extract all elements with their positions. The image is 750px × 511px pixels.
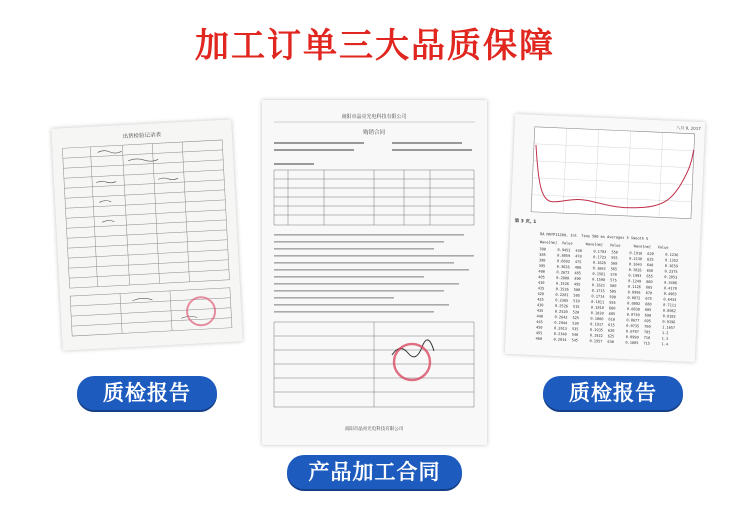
table-cell: 1.4 (661, 342, 669, 347)
table-cell: 0.1715 (591, 288, 605, 294)
table-cell: 415 (537, 286, 545, 291)
table-cell: 0.1236 (665, 252, 679, 258)
table-cell: 620 (647, 251, 654, 257)
table-cell: 1.3 (661, 336, 669, 341)
table-cell: 0.1526 (555, 281, 570, 287)
table-cell: 550 (611, 250, 618, 255)
table-cell: 510 (573, 299, 580, 304)
table-cell: 0.1810 (590, 305, 605, 311)
table-cell: 0.1957 (589, 339, 603, 344)
table-cell: 0.8182 (662, 314, 676, 319)
table-cell: 0.2008 (556, 275, 570, 281)
table-cell: 0.1561 (592, 271, 606, 277)
table-cell: 555 (611, 255, 618, 261)
table-cell: 0.2672 (556, 270, 570, 275)
table-cell: 655 (646, 274, 653, 279)
table-cell: 430 (575, 248, 582, 254)
table-cell: 650 (646, 268, 654, 273)
table-cell: 0.2365 (555, 298, 569, 303)
table-cell: 0.2613 (553, 326, 568, 331)
table-cell: 0.0872 (627, 295, 641, 301)
contract-label: 产品加工合同 (287, 455, 462, 489)
table-cell: 450 (535, 325, 543, 330)
table-cell: 0.1659 (664, 263, 678, 269)
table-cell: 420 (537, 291, 545, 297)
table-cell: 590 (609, 295, 617, 300)
contract-image-center (262, 100, 487, 445)
table-cell: 435 (536, 308, 544, 313)
table-cell: 0.9452 (557, 247, 571, 253)
table-cell: 0.1598 (592, 277, 606, 283)
table-cell: 0.0892 (627, 301, 641, 306)
table-cell: 0.1621 (591, 283, 605, 288)
table-cell: 0.0730 (626, 312, 640, 318)
table-cell: 0.1643 (628, 262, 642, 267)
table-cell: 0.0990 (625, 334, 639, 340)
table-cell: 695 (644, 319, 651, 324)
table-cell: 515 (572, 304, 580, 309)
table-cell: 660 (646, 279, 653, 285)
table-cell: 0.2526 (554, 303, 569, 309)
table-cell: 0.1922 (589, 333, 603, 338)
table-cell: 0.0735 (626, 323, 640, 329)
table-cell: 680 (645, 302, 652, 307)
table-cell: 490 (574, 276, 581, 281)
table-cell: 525 (572, 315, 580, 321)
table-cell: 640 (646, 263, 654, 268)
table-cell: 0.1993 (628, 273, 642, 279)
contract-footer: 南阳市晶亮光电科技有限公司 (344, 427, 404, 432)
inspection-report-image-left (51, 119, 242, 350)
table-cell: 605 (608, 311, 616, 317)
inspection-report-label-right: 质检报告 (543, 376, 683, 410)
table-cell: 0.6433 (663, 297, 677, 302)
table-cell: 0.0677 (626, 318, 640, 323)
table-cell: 675 (645, 296, 652, 301)
table-cell: 0.1526 (555, 287, 569, 292)
table-cell: 700 (644, 324, 651, 329)
table-cell: 0.1826 (628, 267, 642, 273)
left-doc-heading: 出货检验记录表 (122, 132, 162, 141)
table-cell: 0.0838 (626, 307, 640, 312)
table-cell: 0.2130 (629, 256, 643, 262)
table-cell: 0.2201 (555, 292, 569, 298)
table-cell: 0.8062 (662, 308, 676, 314)
table-cell: 585 (609, 289, 617, 294)
table-cell: 0.7111 (663, 303, 677, 308)
table-cell: 535 (571, 327, 579, 332)
table-cell: 595 (609, 300, 616, 305)
table-cell: 480 (574, 265, 582, 270)
table-cell: 0.1860 (590, 316, 604, 322)
table-cell: 470 (575, 254, 582, 259)
contract-title: 购销合同 (362, 130, 386, 136)
inspection-report-scan (51, 119, 242, 350)
table-cell: 0.1783 (593, 249, 607, 255)
report-caption: 第 3 页, 1 (514, 219, 537, 225)
table-cell: 0.2014 (553, 337, 567, 343)
table-cell: 0.4903 (663, 291, 677, 297)
table-cell: 540 (571, 332, 579, 337)
table-cell: 0.1811 (591, 299, 605, 305)
table-cell: 690 (644, 313, 652, 318)
table-cell: 400 (538, 269, 546, 274)
table-cell: 0.1916 (629, 251, 643, 256)
table-cell: 390 (538, 258, 546, 263)
table-header-cell: Wave[nm] (539, 240, 558, 245)
table-cell: 455 (535, 331, 543, 336)
table-cell: 0.2375 (664, 269, 678, 274)
contract-scan (262, 100, 487, 445)
table-cell: 570 (610, 272, 617, 277)
spectrum-report-scan (505, 114, 705, 362)
spectrum-chart (531, 127, 695, 219)
table-cell: 475 (574, 259, 582, 265)
table-cell: 0.1935 (589, 327, 604, 333)
table-cell: 0.3406 (664, 280, 678, 286)
table-cell: 620 (607, 328, 615, 333)
table-cell: 575 (610, 278, 617, 283)
table-cell: 385 (539, 252, 546, 258)
table-cell: 0.0787 (625, 329, 640, 334)
table-cell: 0.0995 (627, 290, 641, 295)
table-cell: 600 (608, 306, 616, 311)
table-cell: 685 (644, 307, 652, 313)
table-cell: 0.3626 (556, 264, 570, 270)
table-cell: 380 (539, 247, 547, 252)
table-cell: 630 (607, 339, 615, 345)
table-header-cell: Value (561, 241, 573, 246)
table-cell: 0.6692 (556, 259, 571, 264)
table-cell: 425 (537, 297, 544, 302)
table-cell: 0.9196 (662, 319, 676, 325)
table-cell: 670 (645, 291, 653, 296)
spectrum-report-image-right (505, 114, 705, 362)
table-cell: 0.2642 (554, 315, 568, 320)
table-cell: 545 (571, 338, 579, 343)
table-cell: 0.1917 (590, 322, 604, 327)
table-cell: 665 (645, 285, 653, 290)
page-title: 加工订单三大品质保障 (195, 26, 555, 66)
table-cell: 520 (572, 310, 580, 315)
table-cell: 0.1126 (627, 284, 641, 290)
table-cell: 0.1663 (592, 266, 606, 271)
table-cell: 495 (573, 282, 581, 287)
table-cell: 0.8859 (557, 253, 571, 259)
table-cell: 440 (536, 314, 544, 319)
table-cell: 500 (573, 287, 581, 293)
table-cell: 1.2 (661, 330, 669, 336)
table-cell: 1.1657 (662, 325, 676, 330)
table-cell: 0.2944 (554, 320, 568, 326)
table-cell: 0.1352 (664, 258, 679, 263)
table-cell: 710 (643, 335, 651, 341)
table-cell: 430 (536, 303, 544, 308)
table-cell: 565 (610, 267, 618, 272)
table-cell: 395 (538, 263, 546, 269)
table-cell: 705 (643, 330, 651, 335)
table-cell: 580 (609, 283, 617, 289)
table-cell: 0.1249 (628, 279, 642, 284)
contract-header: 南阳市晶亮光电科技有限公司 (341, 114, 407, 120)
table-cell: 560 (610, 261, 618, 266)
table-cell: 485 (574, 271, 582, 276)
table-cell: 505 (573, 293, 581, 298)
table-cell: 0.1714 (591, 294, 605, 299)
table-cell: 0.2348 (553, 331, 567, 337)
table-cell: 0.1723 (593, 255, 607, 260)
table-cell: 0.4178 (663, 286, 677, 291)
table-cell: 0.1820 (590, 311, 604, 316)
table-cell: 615 (608, 323, 615, 328)
table-cell: 625 (647, 257, 654, 262)
table-header-cell: Value (609, 243, 621, 248)
table-cell: 445 (536, 319, 543, 325)
table-cell: 460 (535, 336, 543, 341)
table-header-cell: Wave[nm] (585, 242, 604, 247)
report-date: 八月 9, 2017 (676, 125, 701, 132)
table-cell: 610 (608, 317, 616, 322)
table-cell: 625 (607, 334, 615, 339)
table-header-cell: Wave[nm] (633, 244, 652, 250)
table-header-cell: Value (657, 245, 669, 250)
table-cell: 0.1085 (625, 340, 639, 346)
table-cell: 410 (537, 280, 545, 286)
table-cell: 715 (643, 341, 651, 346)
table-cell: 405 (538, 275, 545, 280)
table-cell: 0.2853 (664, 275, 678, 280)
table-cell: 530 (572, 321, 579, 326)
table-cell: 0.1628 (592, 260, 606, 266)
measurement-subtitle: DA MATP11200, Int. Time 500 ms Averages 5 Smooth 5 (540, 232, 649, 241)
inspection-report-label-left: 质检报告 (77, 376, 217, 410)
table-cell: 0.2520 (554, 309, 568, 315)
